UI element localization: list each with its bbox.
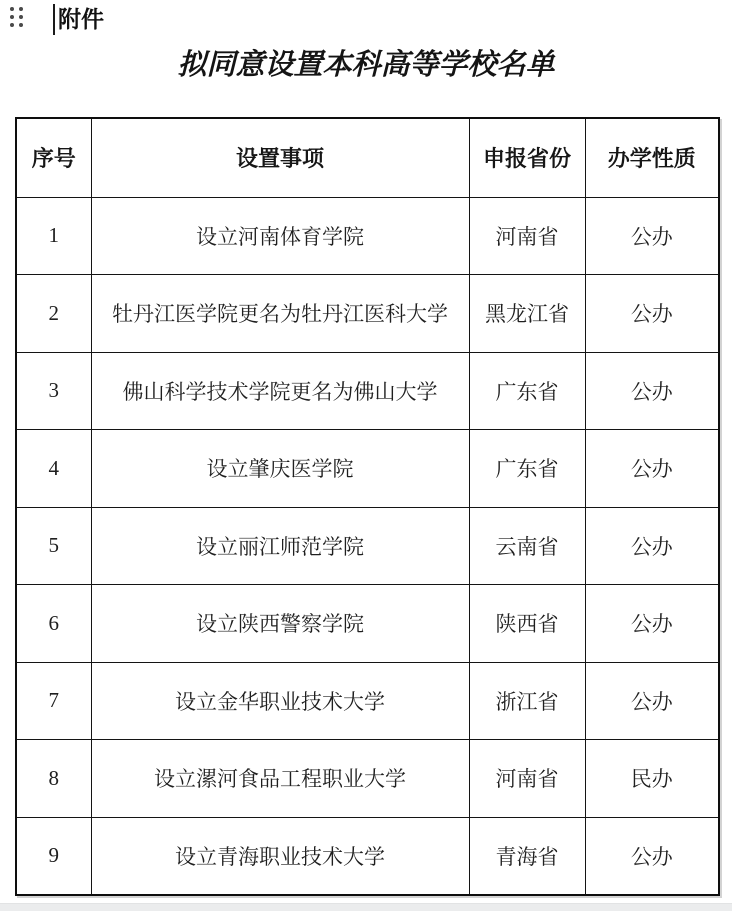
col-header-item: 设置事项 [91, 118, 469, 197]
cell-province: 广东省 [469, 352, 585, 430]
table-row [16, 507, 719, 585]
cell-nature: 公办 [585, 430, 719, 508]
dot [10, 15, 14, 19]
cell-nature: 公办 [585, 197, 719, 275]
universities-table [15, 117, 720, 896]
cell-nature: 公办 [585, 817, 719, 895]
table-header-row [16, 118, 719, 197]
table-row [16, 275, 719, 353]
cell-no: 4 [16, 430, 91, 508]
table-row [16, 662, 719, 740]
cell-item: 设立丽江师范学院 [91, 507, 469, 585]
cell-nature: 公办 [585, 275, 719, 353]
cell-province: 河南省 [469, 740, 585, 818]
attachment-label: 附件 [58, 6, 104, 32]
text-cursor-icon [53, 4, 55, 35]
cell-item: 设立漯河食品工程职业大学 [91, 740, 469, 818]
table-row [16, 352, 719, 430]
dot [19, 23, 23, 27]
col-header-province: 申报省份 [469, 118, 585, 197]
cell-province: 浙江省 [469, 662, 585, 740]
table-row [16, 585, 719, 663]
cell-no: 1 [16, 197, 91, 275]
dot [10, 7, 14, 11]
col-header-no: 序号 [16, 118, 91, 197]
cell-province: 陕西省 [469, 585, 585, 663]
table-row [16, 817, 719, 895]
dot [19, 15, 23, 19]
cell-nature: 民办 [585, 740, 719, 818]
table-row [16, 430, 719, 508]
cell-no: 6 [16, 585, 91, 663]
cell-item: 牡丹江医学院更名为牡丹江医科大学 [91, 275, 469, 353]
cell-item: 设立河南体育学院 [91, 197, 469, 275]
cell-no: 2 [16, 275, 91, 353]
cell-province: 青海省 [469, 817, 585, 895]
page-title: 拟同意设置本科高等学校名单 [177, 47, 555, 81]
cell-nature: 公办 [585, 585, 719, 663]
cell-nature: 公办 [585, 352, 719, 430]
cell-no: 7 [16, 662, 91, 740]
cell-province: 云南省 [469, 507, 585, 585]
cell-nature: 公办 [585, 507, 719, 585]
drag-handle-icon[interactable] [10, 7, 23, 27]
page-bottom-edge [0, 903, 732, 911]
table-row [16, 197, 719, 275]
cell-item: 佛山科学技术学院更名为佛山大学 [91, 352, 469, 430]
cell-item: 设立陕西警察学院 [91, 585, 469, 663]
cell-item: 设立青海职业技术大学 [91, 817, 469, 895]
cell-no: 9 [16, 817, 91, 895]
cell-province: 广东省 [469, 430, 585, 508]
table-row [16, 740, 719, 818]
cell-item: 设立肇庆医学院 [91, 430, 469, 508]
cell-province: 黑龙江省 [469, 275, 585, 353]
col-header-nature: 办学性质 [585, 118, 719, 197]
cell-nature: 公办 [585, 662, 719, 740]
dot [10, 23, 14, 27]
cell-no: 3 [16, 352, 91, 430]
cell-province: 河南省 [469, 197, 585, 275]
cell-no: 5 [16, 507, 91, 585]
dot [19, 7, 23, 11]
cell-item: 设立金华职业技术大学 [91, 662, 469, 740]
cell-no: 8 [16, 740, 91, 818]
